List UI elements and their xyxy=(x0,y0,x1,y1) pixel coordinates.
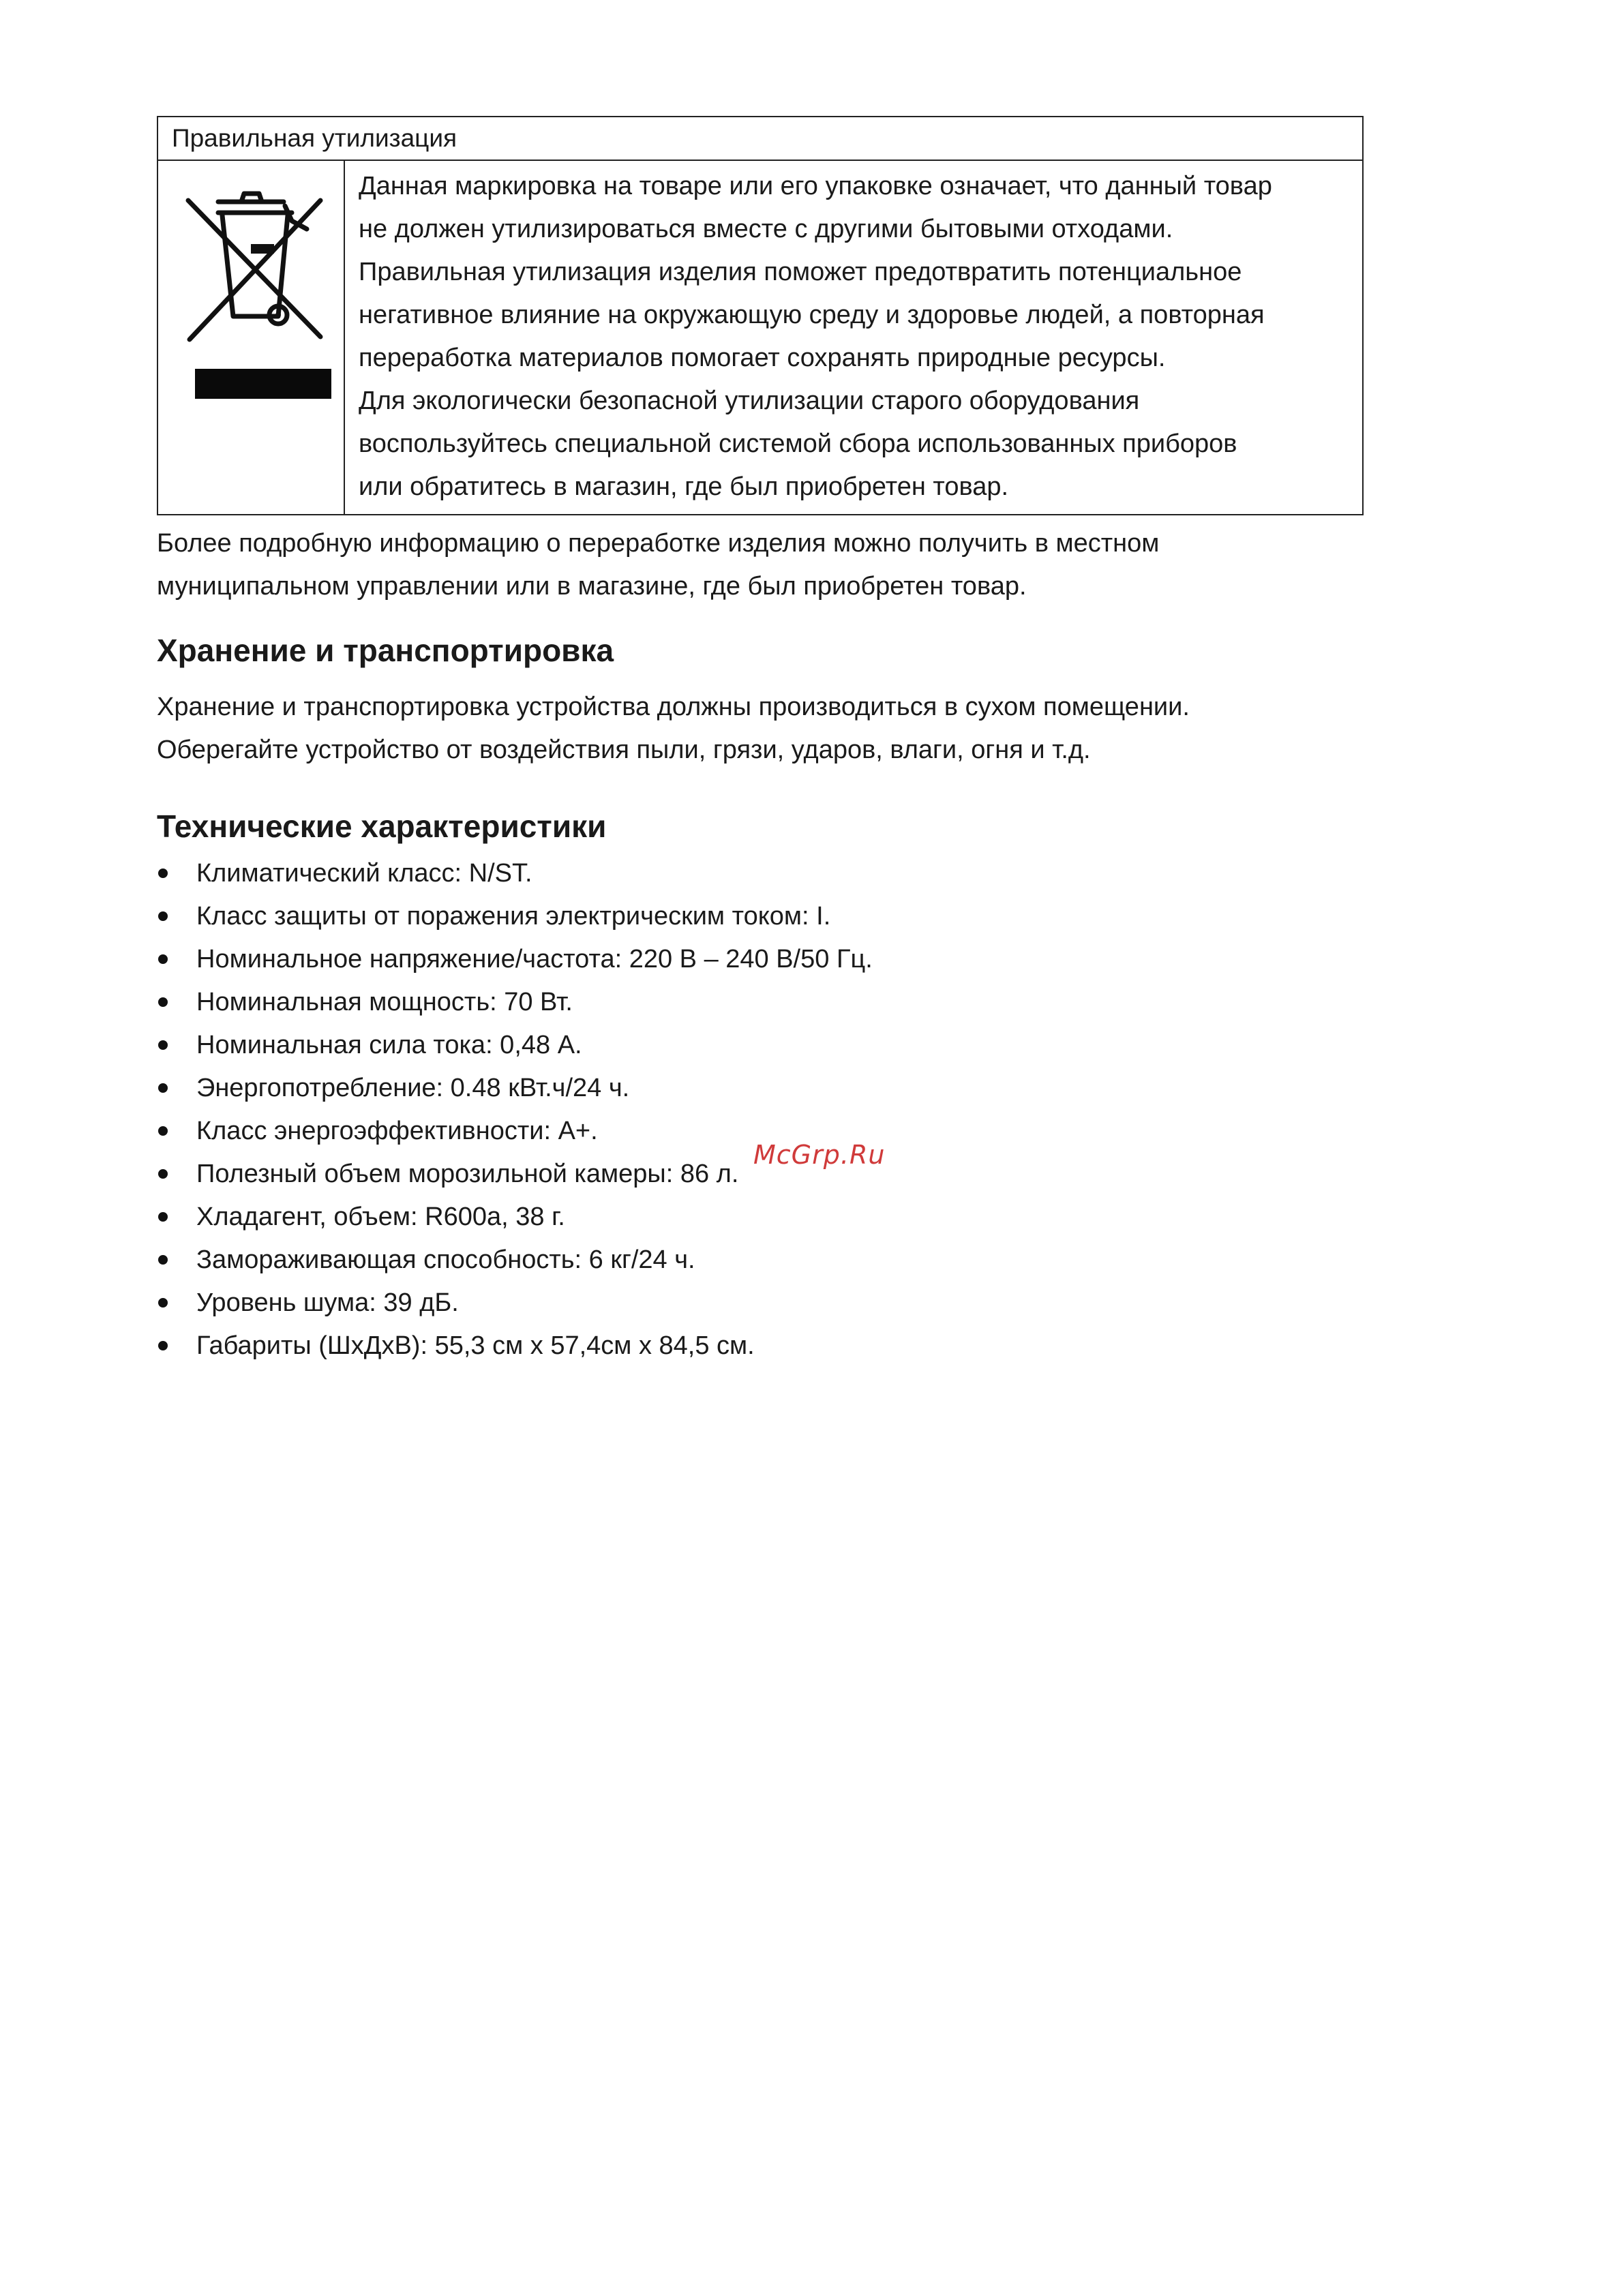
disposal-line: воспользуйтесь специальной системой сбора использованных приборов xyxy=(359,429,1237,458)
disposal-line: переработка материалов помогает сохранять природные ресурсы. xyxy=(359,344,1166,372)
list-item xyxy=(157,981,1364,1024)
spec-text: Уровень шума: 39 дБ. xyxy=(196,1288,459,1317)
disposal-line: не должен утилизироваться вместе с другими бытовыми отходами. xyxy=(359,215,1173,243)
spec-text: Климатический класс: N/ST. xyxy=(196,859,532,888)
list-item xyxy=(157,1196,1364,1239)
spec-text: Класс защиты от поражения электрическим током: I. xyxy=(196,902,831,931)
bullet-icon xyxy=(158,997,168,1007)
more-info-line: Более подробную информацию о переработке изделия можно получить в местном xyxy=(157,529,1160,558)
storage-line: Оберегайте устройство от воздействия пыли, грязи, ударов, влаги, огня и т.д. xyxy=(157,736,1091,764)
bullet-icon xyxy=(158,954,168,964)
list-item xyxy=(157,1067,1364,1110)
spec-text: Номинальная мощность: 70 Вт. xyxy=(196,988,573,1016)
list-item xyxy=(157,1282,1364,1325)
bullet-icon xyxy=(158,1212,168,1222)
storage-paragraph xyxy=(157,686,1364,772)
spec-text: Замораживающая способность: 6 кг/24 ч. xyxy=(196,1245,695,1274)
bullet-icon xyxy=(158,1298,168,1308)
disposal-line: Правильная утилизация изделия поможет предотвратить потенциальное xyxy=(359,258,1242,286)
bullet-icon xyxy=(158,1040,168,1050)
disposal-black-bar xyxy=(195,369,331,399)
specs-heading: Технические характеристики xyxy=(157,809,607,844)
bullet-icon xyxy=(158,1341,168,1350)
bullet-icon xyxy=(158,1126,168,1136)
list-item xyxy=(157,1325,1364,1368)
bullet-icon xyxy=(158,911,168,921)
more-info-paragraph xyxy=(157,522,1364,608)
spec-text: Габариты (ШхДхВ): 55,3 см х 57,4см х 84,5 см. xyxy=(196,1331,755,1360)
storage-line: Хранение и транспортировка устройства должны производиться в сухом помещении. xyxy=(157,693,1190,721)
list-item xyxy=(157,895,1364,938)
disposal-table-header: Правильная утилизация xyxy=(157,117,1363,160)
spec-text: Номинальная сила тока: 0,48 А. xyxy=(196,1031,582,1059)
specs-list xyxy=(157,852,1364,1368)
document-page xyxy=(157,116,1364,1368)
disposal-line: Для экологически безопасной утилизации старого оборудования xyxy=(359,387,1140,415)
list-item xyxy=(157,852,1364,895)
list-item xyxy=(157,938,1364,981)
spec-text: Класс энергоэффективности: А+. xyxy=(196,1117,598,1145)
disposal-table xyxy=(157,116,1364,515)
crossed-out-wheelie-bin-icon xyxy=(169,161,333,461)
more-info-line: муниципальном управлении или в магазине, где был приобретен товар. xyxy=(157,572,1027,601)
disposal-line: или обратитесь в магазин, где был приобретен товар. xyxy=(359,472,1009,501)
bullet-icon xyxy=(158,1169,168,1179)
spec-text: Полезный объем морозильной камеры: 86 л. xyxy=(196,1160,739,1188)
list-item xyxy=(157,1239,1364,1282)
wheelie-bin-svg xyxy=(176,173,333,364)
bullet-icon xyxy=(158,1083,168,1093)
disposal-text-cell xyxy=(344,160,1363,515)
storage-heading: Хранение и транспортировка xyxy=(157,633,614,668)
spec-text: Номинальное напряжение/частота: 220 В – 240 В/50 Гц. xyxy=(196,945,873,973)
bullet-icon xyxy=(158,868,168,878)
disposal-icon-cell xyxy=(157,160,344,515)
disposal-line: негативное влияние на окружающую среду и здоровье людей, а повторная xyxy=(359,301,1265,329)
spec-text: Энергопотребление: 0.48 кВт.ч/24 ч. xyxy=(196,1074,630,1102)
watermark-text: McGrp.Ru xyxy=(753,1140,886,1170)
spec-text: Хладагент, объем: R600a, 38 г. xyxy=(196,1203,565,1231)
bullet-icon xyxy=(158,1255,168,1265)
disposal-line: Данная маркировка на товаре или его упаковке означает, что данный товар xyxy=(359,172,1272,200)
list-item xyxy=(157,1024,1364,1067)
